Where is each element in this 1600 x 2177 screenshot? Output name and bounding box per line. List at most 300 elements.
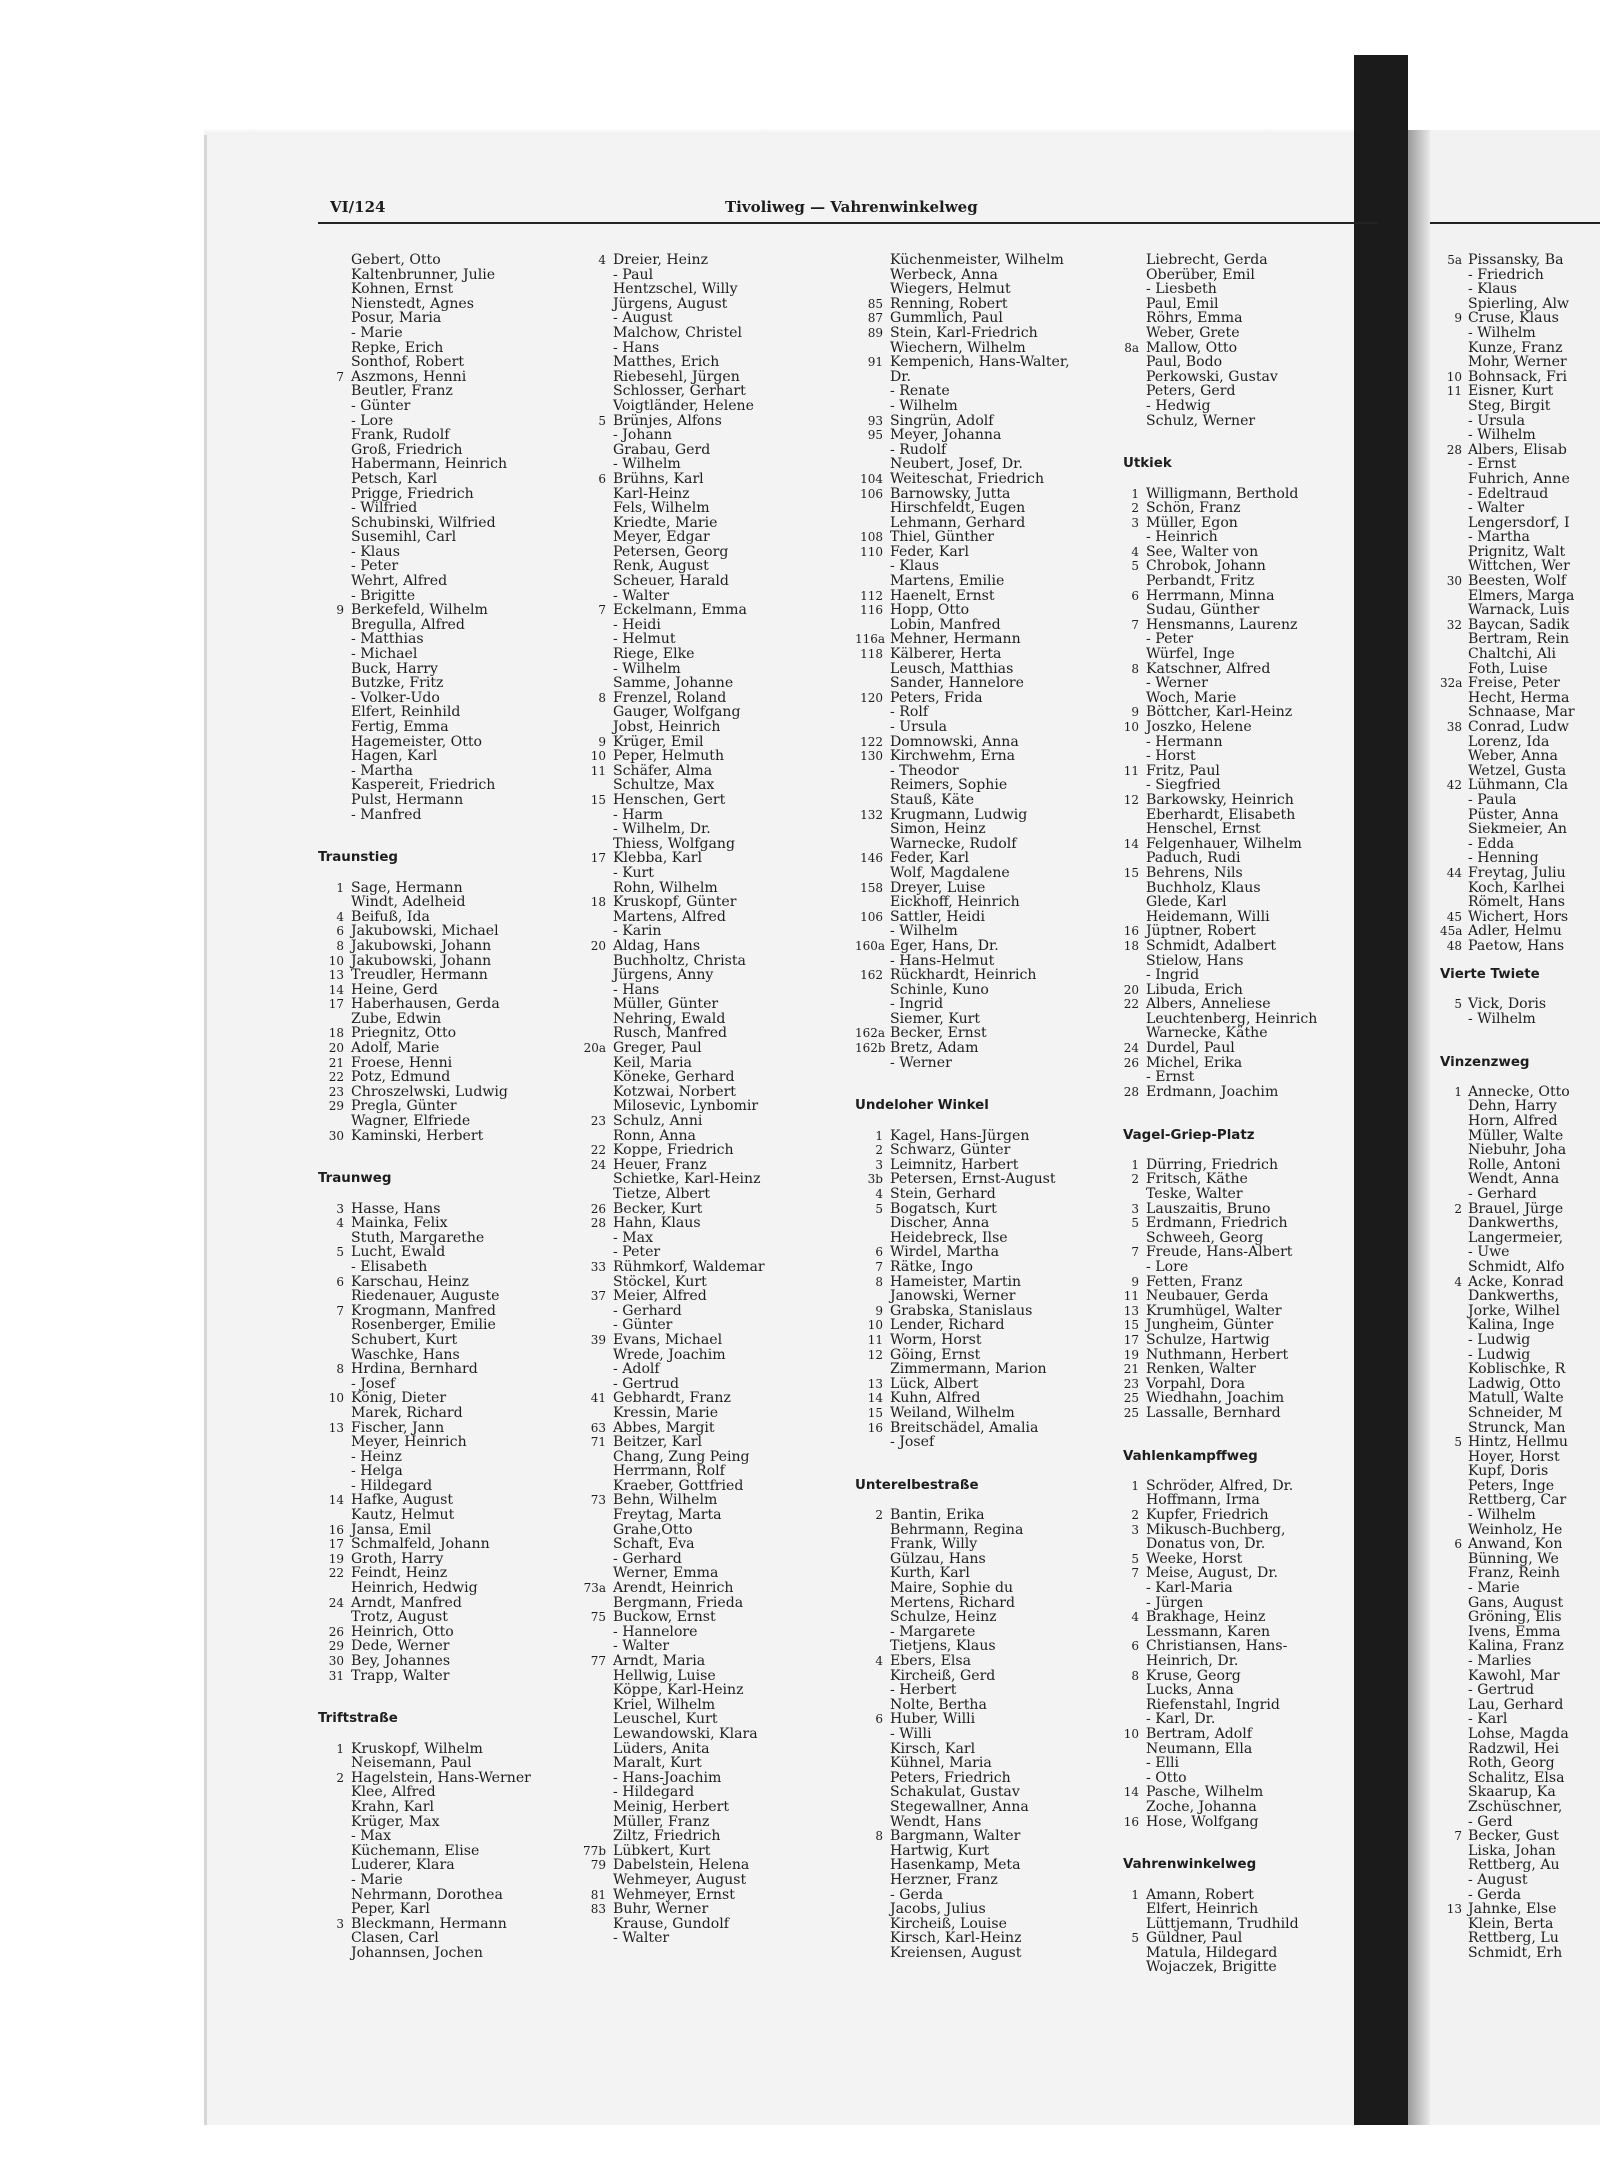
resident-name: Müller, Walte [1468,1127,1564,1144]
resident-name: Neumann, Ella [1146,1740,1253,1757]
resident-entry [1123,1260,1363,1275]
resident-entry [1440,1844,1600,1859]
spacer [318,1727,548,1742]
resident-name: Jungheim, Günter [1146,1317,1274,1334]
house-number: 22 [328,1566,344,1581]
resident-name: Wiegers, Helmut [890,281,1011,298]
resident-entry [582,778,832,793]
resident-entry [1440,1800,1600,1815]
resident-entry [855,910,1095,925]
resident-entry [1123,1888,1363,1903]
resident-name: - Michael [351,646,418,663]
resident-entry [582,1391,832,1406]
spacer [318,822,548,837]
resident-entry [855,851,1095,866]
resident-entry [582,691,832,706]
house-number: 48 [1446,938,1462,953]
resident-entry [318,632,548,647]
house-number: 106 [860,486,883,501]
resident-entry [582,472,832,487]
resident-entry [1123,268,1363,283]
resident-entry [582,1610,832,1625]
resident-entry [855,1304,1095,1319]
resident-entry [582,443,832,458]
resident-name: Dabelstein, Helena [613,1857,750,1874]
resident-name: Stauß, Käte [890,791,975,808]
resident-name: - Wilhelm [1468,1507,1536,1524]
house-number: 77 [590,1654,606,1668]
resident-name: Elfert, Reinhild [351,704,461,721]
resident-entry [855,1129,1095,1144]
house-number: 93 [867,413,883,428]
street-heading: Vahrenwinkelweg [1123,1857,1257,1873]
house-number: 95 [867,428,883,443]
resident-name: Jakubowski, Johann [351,952,492,969]
resident-name: Breitschädel, Amalia [890,1419,1039,1436]
resident-name: Worm, Horst [890,1331,982,1348]
resident-name: - Ludwig [1468,1331,1531,1348]
house-number: 4 [875,1187,883,1201]
house-number: 75 [590,1610,606,1625]
resident-name: Koppe, Friedrich [613,1142,734,1159]
house-number: 13 [867,1376,883,1391]
resident-entry [318,472,548,487]
resident-name: Schultze, Max [613,777,715,794]
resident-name: Herzner, Franz [890,1871,998,1888]
resident-entry [318,1464,548,1479]
resident-name: - Max [613,1229,654,1246]
resident-name: Jakubowski, Johann [351,937,492,954]
resident-entry [582,1318,832,1333]
resident-name: Küchemann, Elise [351,1842,480,1859]
resident-name: Adolf, Marie [351,1040,440,1057]
resident-entry [318,705,548,720]
house-number: 24 [328,1595,344,1610]
resident-entry [1440,472,1600,487]
resident-entry [582,1493,832,1508]
resident-entry [855,603,1095,618]
resident-entry [1123,1056,1363,1071]
resident-name: Fritsch, Käthe [1146,1171,1248,1188]
house-number: 44 [1446,865,1462,880]
resident-entry [318,720,548,735]
spacer [1440,983,1600,998]
resident-name: Feindt, Heinz [351,1565,448,1582]
resident-name: Peters, Inge [1468,1477,1555,1494]
resident-entry [318,1406,548,1421]
resident-entry [855,559,1095,574]
house-number: 4 [336,1216,344,1231]
spacer [1123,1435,1363,1450]
resident-entry [582,1931,832,1946]
resident-entry [855,355,1095,370]
resident-entry [582,1464,832,1479]
resident-entry [582,1406,832,1421]
resident-entry [318,895,548,910]
resident-name: - August [1468,1871,1528,1888]
resident-entry [318,1304,548,1319]
resident-name: - Paul [613,266,654,283]
resident-entry [318,1829,548,1844]
resident-entry [1440,1479,1600,1494]
house-number: 5 [875,1201,883,1216]
resident-entry [582,1829,832,1844]
resident-entry [1123,559,1363,574]
spacer [1123,428,1363,443]
resident-entry [855,1421,1095,1436]
resident-name: Trapp, Walter [351,1667,450,1684]
resident-entry [1123,1683,1363,1698]
resident-entry [855,1523,1095,1538]
resident-entry [318,1873,548,1888]
resident-entry [1440,1508,1600,1523]
resident-entry [1123,1041,1363,1056]
resident-entry [582,1727,832,1742]
house-number: 25 [1123,1391,1139,1406]
house-number: 1 [1131,1478,1139,1493]
house-number: 14 [1123,1785,1139,1800]
resident-entry [318,676,548,691]
resident-name: Amann, Robert [1146,1886,1254,1903]
resident-name: Baycan, Sadik [1468,616,1570,633]
resident-name: Bogatsch, Kurt [890,1200,997,1217]
resident-entry [1123,487,1363,502]
resident-name: - Walter [613,587,670,604]
resident-entry [855,1537,1095,1552]
house-number: 11 [867,1332,883,1347]
resident-name: - Rudolf [890,441,947,458]
resident-name: Riege, Elke [613,646,695,663]
resident-name: Schulze, Heinz [890,1609,997,1626]
resident-entry [1123,355,1363,370]
resident-entry [318,1012,548,1027]
resident-name: Müller, Günter [613,996,719,1013]
resident-name: Eisner, Kurt [1468,383,1554,400]
resident-name: Buckow, Ernst [613,1609,716,1626]
resident-name: Roth, Georg [1468,1755,1555,1772]
house-number: 2 [1131,1172,1139,1187]
house-number: 5 [1454,1435,1462,1450]
house-number: 1 [336,1741,344,1756]
resident-name: Schön, Franz [1146,500,1241,517]
resident-entry [318,1362,548,1377]
resident-name: Lewandowski, Klara [613,1725,758,1742]
resident-entry [1123,1815,1363,1830]
resident-name: Gans, August [1468,1594,1564,1611]
house-number: 3 [336,1201,344,1216]
resident-entry [1123,1508,1363,1523]
resident-name: Würfel, Inge [1146,646,1235,663]
resident-entry [318,1858,548,1873]
street-heading: Vierte Twiete [1440,967,1540,983]
resident-entry [1440,1216,1600,1231]
resident-entry [582,1552,832,1567]
resident-entry [1440,764,1600,779]
resident-name: Hagemeister, Otto [351,733,483,750]
resident-name: Heinrich, Dr. [1146,1653,1239,1669]
resident-entry [855,1800,1095,1815]
resident-entry [582,1858,832,1873]
resident-name: Meyer, Edgar [613,529,710,546]
house-number: 45a [1440,924,1463,939]
resident-entry [1440,384,1600,399]
house-number: 1 [1454,1084,1462,1099]
resident-entry [318,939,548,954]
resident-entry [855,1669,1095,1684]
spacer [1440,1026,1600,1041]
house-number: 118 [860,647,883,662]
house-number: 116 [860,603,883,618]
resident-entry [1123,881,1363,896]
spacer [1123,1873,1363,1888]
resident-entry [1440,1581,1600,1596]
resident-name: Stielow, Hans [1146,952,1244,969]
resident-entry [582,1683,832,1698]
resident-name: Greger, Paul [613,1040,702,1057]
resident-entry [855,1756,1095,1771]
resident-name: Jahnke, Else [1468,1901,1557,1918]
resident-name: Paduch, Rudi [1146,850,1241,867]
resident-entry [582,662,832,677]
spacer [855,1085,1095,1100]
resident-name: Lorenz, Ida [1468,733,1550,750]
resident-name: Wendt, Hans [890,1813,982,1830]
resident-name: - Wilhelm, Dr. [613,821,711,838]
resident-name: Domnowski, Anna [890,733,1019,750]
resident-name: - Marie [1468,1580,1520,1597]
resident-name: - Ursula [1468,412,1526,429]
resident-entry [582,341,832,356]
resident-entry [582,574,832,589]
resident-entry [1123,1756,1363,1771]
resident-name: Huber, Willi [890,1711,976,1728]
resident-name: Pulst, Hermann [351,791,464,808]
resident-entry [1123,939,1363,954]
resident-name: Frank, Rudolf [351,427,450,444]
resident-name: Oberüber, Emil [1146,266,1255,283]
resident-name: Jobst, Heinrich [613,719,721,735]
house-number: 15 [1123,1318,1139,1333]
spacer [318,1158,548,1173]
resident-name: Stein, Gerhard [890,1186,996,1202]
house-number: 23 [1123,1376,1139,1391]
spacer [1440,1041,1600,1056]
resident-entry [1123,851,1363,866]
resident-entry [1440,1260,1600,1275]
resident-entry [855,414,1095,429]
resident-entry [855,866,1095,881]
resident-name: Heidemann, Willi [1146,908,1270,925]
resident-name: Perkowski, Gustav [1146,368,1278,385]
resident-entry [582,1815,832,1830]
house-number: 28 [590,1216,606,1231]
resident-name: Buchholz, Klaus [1146,879,1261,896]
resident-name: Grahe,Otto [613,1521,693,1538]
resident-entry [1123,574,1363,589]
resident-entry [1440,1275,1600,1290]
house-number: 2 [875,1143,883,1158]
resident-name: - Gerhard [613,1550,682,1567]
house-number: 9 [336,603,344,618]
resident-entry [1123,1654,1363,1669]
resident-name: Eckelmann, Emma [613,602,747,619]
resident-entry [1123,1771,1363,1786]
resident-entry [318,574,548,589]
resident-entry [318,968,548,983]
resident-entry [1123,1377,1363,1392]
resident-entry [582,603,832,618]
resident-name: Fischer, Jann [351,1419,445,1436]
resident-name: - Ernst [1468,456,1517,473]
resident-name: Siemer, Kurt [890,1010,981,1027]
resident-name: - Ingrid [890,996,944,1013]
page-number: VI/124 [330,198,386,216]
resident-name: Matula, Hildegard [1146,1944,1278,1961]
resident-entry [318,1523,548,1538]
resident-name: Peters, Frida [890,689,983,706]
resident-name: - Gertrud [1468,1682,1535,1699]
house-number: 39 [590,1332,606,1347]
resident-entry [582,253,832,268]
resident-name: Beutler, Franz [351,383,453,400]
resident-entry [582,1844,832,1859]
resident-name: Weber, Grete [1146,324,1240,341]
resident-entry [1123,399,1363,414]
resident-name: - Marie [351,324,403,341]
resident-entry [582,384,832,399]
resident-name: Chrobok, Johann [1146,558,1266,575]
resident-name: - Hannelore [613,1623,698,1640]
resident-entry [1123,647,1363,662]
resident-name: Peters, Gerd [1146,383,1236,400]
resident-name: Hecht, Herma [1468,689,1570,706]
house-number: 71 [590,1435,606,1450]
house-number: 14 [867,1391,883,1406]
house-number: 8a [1124,340,1139,355]
resident-name: Jansa, Emil [351,1521,432,1538]
resident-name: Hensmanns, Laurenz [1146,616,1298,633]
resident-name: Weeke, Horst [1146,1550,1243,1567]
resident-name: - Willi [890,1725,932,1742]
house-number: 20 [590,938,606,953]
resident-name: Paetow, Hans [1468,937,1565,954]
house-number: 22 [1123,997,1139,1012]
resident-name: Kühnel, Maria [890,1755,992,1772]
resident-entry [855,589,1095,604]
resident-name: Dankwerths, [1468,1288,1559,1305]
resident-entry [1440,735,1600,750]
house-number: 2 [1454,1201,1462,1216]
house-number: 108 [860,530,883,545]
house-number: 28 [1123,1084,1139,1099]
resident-entry [582,428,832,443]
resident-name: Bretz, Adam [890,1040,979,1057]
resident-name: - Klaus [351,543,400,560]
resident-name: Mehner, Hermann [890,631,1021,648]
house-number: 6 [1454,1537,1462,1552]
resident-entry [318,428,548,443]
resident-name: - Peter [351,558,399,575]
resident-entry [1123,1216,1363,1231]
resident-entry [1440,1596,1600,1611]
house-number: 77b [583,1843,606,1858]
resident-name: Schaft, Eva [613,1536,695,1553]
resident-name: Ebers, Elsa [890,1653,972,1669]
resident-name: - Helga [351,1463,403,1480]
resident-entry [1440,1289,1600,1304]
resident-name: Römelt, Hans [1468,894,1565,911]
resident-name: Dehn, Harry [1468,1098,1557,1115]
resident-name: Schweeh, Georg [1146,1229,1264,1246]
resident-entry [1123,749,1363,764]
resident-name: Kalina, Inge [1468,1317,1555,1334]
resident-entry [318,983,548,998]
resident-entry [582,647,832,662]
resident-entry [318,326,548,341]
resident-name: Lessmann, Karen [1146,1623,1271,1640]
resident-name: Hopp, Otto [890,602,970,619]
house-number: 41 [590,1391,606,1406]
house-number: 17 [590,851,606,866]
resident-entry [582,501,832,516]
resident-name: Kautz, Helmut [351,1507,455,1524]
resident-entry [1440,749,1600,764]
house-number: 17 [1123,1332,1139,1347]
house-number: 23 [328,1084,344,1099]
resident-entry [1440,1245,1600,1260]
resident-name: Hoyer, Horst [1468,1448,1560,1465]
resident-name: Scheuer, Harald [613,573,729,590]
house-number: 16 [867,1420,883,1435]
resident-entry [582,1917,832,1932]
resident-entry [855,647,1095,662]
house-number: 4 [1131,544,1139,559]
resident-name: Anwand, Kon [1468,1536,1563,1553]
house-number: 5 [1131,1551,1139,1566]
resident-name: Kraeber, Gottfried [613,1477,744,1494]
resident-entry [855,282,1095,297]
resident-name: Karschau, Heinz [351,1273,469,1290]
resident-name: Treudler, Hermann [351,967,488,984]
resident-entry [855,1888,1095,1903]
resident-entry [318,954,548,969]
resident-entry [318,384,548,399]
resident-name: Dede, Werner [351,1638,450,1655]
resident-entry [855,384,1095,399]
resident-entry [1123,1202,1363,1217]
resident-name: Rätke, Ingo [890,1258,973,1275]
street-heading: Undeloher Winkel [855,1098,989,1114]
resident-entry [1440,1698,1600,1713]
resident-entry [1123,720,1363,735]
spacer [318,837,548,852]
resident-name: See, Walter von [1146,543,1259,560]
resident-entry [1123,341,1363,356]
resident-name: Discher, Anna [890,1215,990,1232]
resident-entry [582,954,832,969]
resident-name: - Johann [613,427,673,444]
resident-entry [582,1041,832,1056]
resident-name: - Klaus [890,558,939,575]
resident-entry [1123,1902,1363,1917]
resident-name: Chang, Zung Peing [613,1448,750,1465]
house-number: 21 [1123,1362,1139,1377]
house-number: 3 [1131,1522,1139,1537]
resident-name: Butzke, Fritz [351,675,444,692]
house-number: 8 [336,1362,344,1377]
house-number: 85 [867,296,883,311]
column-3 [855,253,1095,1960]
